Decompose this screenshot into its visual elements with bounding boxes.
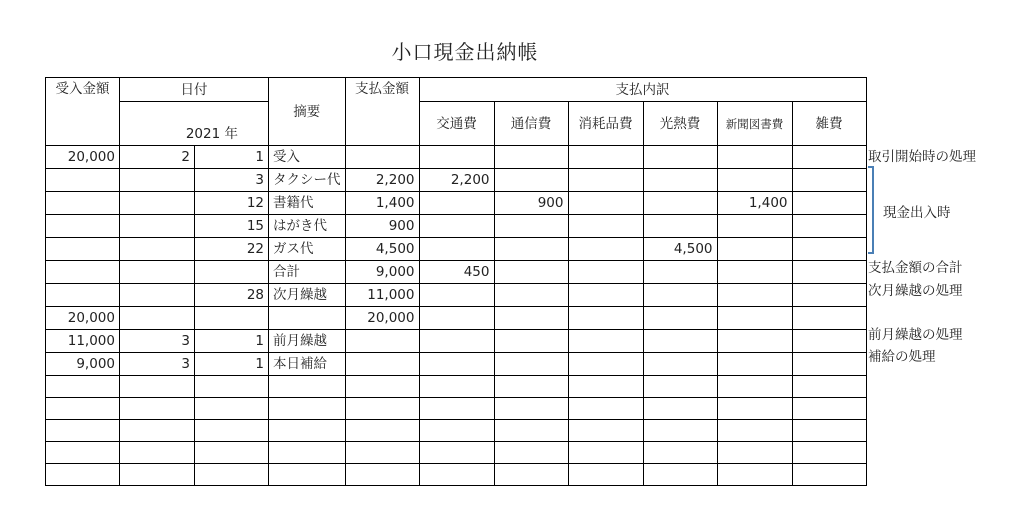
table-row <box>46 146 867 169</box>
payment-cell: 4,500 <box>345 238 419 261</box>
books-cell <box>717 238 792 261</box>
misc-cell <box>792 442 866 464</box>
supplies-cell <box>568 442 643 464</box>
header-category: 交通費 <box>419 102 494 146</box>
payment-cell <box>345 398 419 420</box>
table-row <box>46 215 867 238</box>
payment-cell <box>345 353 419 376</box>
supplies-cell <box>568 284 643 307</box>
summary-cell <box>269 307 346 330</box>
supplies-cell <box>568 330 643 353</box>
summary-cell <box>269 420 346 442</box>
payment-cell <box>345 442 419 464</box>
communication-cell <box>494 442 568 464</box>
month-cell <box>120 307 195 330</box>
day-cell <box>195 398 269 420</box>
communication-cell <box>494 376 568 398</box>
petty-cash-ledger <box>45 77 867 486</box>
communication-cell <box>494 284 568 307</box>
books-cell <box>717 215 792 238</box>
utilities-cell <box>643 420 717 442</box>
transport-cell <box>419 238 494 261</box>
supplies-cell <box>568 464 643 486</box>
note-carry-forward: 次月繰越の処理 <box>868 283 963 299</box>
day-cell <box>195 376 269 398</box>
received-cell: 9,000 <box>46 353 120 376</box>
utilities-cell <box>643 464 717 486</box>
misc-cell <box>792 376 866 398</box>
table-row <box>46 420 867 442</box>
supplies-cell <box>568 192 643 215</box>
transport-cell <box>419 398 494 420</box>
misc-cell <box>792 420 866 442</box>
payment-cell: 11,000 <box>345 284 419 307</box>
summary-cell: タクシー代 <box>269 169 346 192</box>
month-cell <box>120 238 195 261</box>
table-row <box>46 169 867 192</box>
communication-cell <box>494 146 568 169</box>
header-category: 新聞図書費 <box>717 102 792 146</box>
misc-cell <box>792 353 866 376</box>
misc-cell <box>792 464 866 486</box>
books-cell <box>717 307 792 330</box>
transport-cell <box>419 464 494 486</box>
summary-cell: はがき代 <box>269 215 346 238</box>
day-cell: 1 <box>195 353 269 376</box>
supplies-cell <box>568 420 643 442</box>
misc-cell <box>792 169 866 192</box>
books-cell: 1,400 <box>717 192 792 215</box>
payment-cell <box>345 464 419 486</box>
received-cell <box>46 464 120 486</box>
table-row <box>46 238 867 261</box>
table-row <box>46 464 867 486</box>
day-cell: 15 <box>195 215 269 238</box>
table-row <box>46 398 867 420</box>
summary-cell: 書籍代 <box>269 192 346 215</box>
utilities-cell <box>643 442 717 464</box>
cash-inout-bracket <box>868 166 874 254</box>
communication-cell <box>494 464 568 486</box>
summary-cell <box>269 398 346 420</box>
books-cell <box>717 284 792 307</box>
communication-cell <box>494 238 568 261</box>
header-received: 受入金額 <box>46 78 120 146</box>
header-category: 通信費 <box>494 102 568 146</box>
header-year: 2021 年 <box>120 102 269 146</box>
misc-cell <box>792 215 866 238</box>
month-cell: 3 <box>120 330 195 353</box>
misc-cell <box>792 284 866 307</box>
books-cell <box>717 169 792 192</box>
books-cell <box>717 146 792 169</box>
books-cell <box>717 261 792 284</box>
books-cell <box>717 376 792 398</box>
day-cell: 3 <box>195 169 269 192</box>
table-row <box>46 330 867 353</box>
misc-cell <box>792 261 866 284</box>
utilities-cell <box>643 261 717 284</box>
month-cell <box>120 284 195 307</box>
summary-cell <box>269 442 346 464</box>
supplies-cell <box>568 146 643 169</box>
utilities-cell <box>643 376 717 398</box>
supplies-cell <box>568 398 643 420</box>
day-cell: 1 <box>195 330 269 353</box>
day-cell <box>195 307 269 330</box>
supplies-cell <box>568 307 643 330</box>
misc-cell <box>792 238 866 261</box>
transport-cell <box>419 330 494 353</box>
payment-cell: 20,000 <box>345 307 419 330</box>
day-cell: 1 <box>195 146 269 169</box>
received-cell: 20,000 <box>46 307 120 330</box>
utilities-cell <box>643 307 717 330</box>
received-cell <box>46 238 120 261</box>
transport-cell <box>419 420 494 442</box>
summary-cell: ガス代 <box>269 238 346 261</box>
books-cell <box>717 464 792 486</box>
utilities-cell <box>643 215 717 238</box>
header-category: 光熱費 <box>643 102 717 146</box>
header-payment: 支払金額 <box>345 78 419 146</box>
payment-cell <box>345 420 419 442</box>
communication-cell <box>494 353 568 376</box>
summary-cell <box>269 376 346 398</box>
books-cell <box>717 442 792 464</box>
received-cell <box>46 192 120 215</box>
table-row <box>46 307 867 330</box>
transport-cell <box>419 353 494 376</box>
supplies-cell <box>568 238 643 261</box>
month-cell <box>120 398 195 420</box>
communication-cell <box>494 420 568 442</box>
transport-cell <box>419 146 494 169</box>
received-cell <box>46 398 120 420</box>
utilities-cell <box>643 169 717 192</box>
transport-cell <box>419 442 494 464</box>
utilities-cell <box>643 192 717 215</box>
summary-cell <box>269 464 346 486</box>
table-row <box>46 284 867 307</box>
utilities-cell <box>643 398 717 420</box>
supplies-cell <box>568 169 643 192</box>
utilities-cell: 4,500 <box>643 238 717 261</box>
received-cell <box>46 376 120 398</box>
misc-cell <box>792 330 866 353</box>
communication-cell <box>494 215 568 238</box>
payment-cell: 1,400 <box>345 192 419 215</box>
day-cell <box>195 442 269 464</box>
received-cell <box>46 261 120 284</box>
header-breakdown: 支払内訳 <box>419 78 866 102</box>
payment-cell: 900 <box>345 215 419 238</box>
utilities-cell <box>643 146 717 169</box>
communication-cell <box>494 398 568 420</box>
payment-cell: 9,000 <box>345 261 419 284</box>
month-cell <box>120 464 195 486</box>
received-cell <box>46 215 120 238</box>
month-cell <box>120 169 195 192</box>
note-start: 取引開始時の処理 <box>868 149 976 165</box>
ledger-title: 小口現金出納帳 <box>391 40 539 64</box>
books-cell <box>717 420 792 442</box>
summary-cell: 本日補給 <box>269 353 346 376</box>
day-cell <box>195 420 269 442</box>
month-cell <box>120 192 195 215</box>
misc-cell <box>792 146 866 169</box>
transport-cell <box>419 192 494 215</box>
month-cell: 2 <box>120 146 195 169</box>
received-cell: 11,000 <box>46 330 120 353</box>
month-cell <box>120 261 195 284</box>
books-cell <box>717 353 792 376</box>
day-cell <box>195 464 269 486</box>
payment-cell <box>345 330 419 353</box>
utilities-cell <box>643 284 717 307</box>
summary-cell: 合計 <box>269 261 346 284</box>
month-cell <box>120 215 195 238</box>
books-cell <box>717 398 792 420</box>
table-row <box>46 353 867 376</box>
transport-cell: 2,200 <box>419 169 494 192</box>
day-cell: 12 <box>195 192 269 215</box>
month-cell <box>120 442 195 464</box>
summary-cell: 前月繰越 <box>269 330 346 353</box>
table-row <box>46 376 867 398</box>
header-date: 日付 <box>120 78 269 102</box>
supplies-cell <box>568 215 643 238</box>
month-cell <box>120 420 195 442</box>
summary-cell: 次月繰越 <box>269 284 346 307</box>
header-category: 消耗品費 <box>568 102 643 146</box>
supplies-cell <box>568 353 643 376</box>
note-total: 支払金額の合計 <box>868 260 963 276</box>
table-row <box>46 192 867 215</box>
transport-cell <box>419 284 494 307</box>
payment-cell: 2,200 <box>345 169 419 192</box>
transport-cell <box>419 307 494 330</box>
misc-cell <box>792 398 866 420</box>
month-cell <box>120 376 195 398</box>
utilities-cell <box>643 353 717 376</box>
note-replenish: 補給の処理 <box>868 349 936 365</box>
received-cell: 20,000 <box>46 146 120 169</box>
transport-cell <box>419 376 494 398</box>
communication-cell <box>494 261 568 284</box>
transport-cell <box>419 215 494 238</box>
table-row <box>46 261 867 284</box>
day-cell: 22 <box>195 238 269 261</box>
header-category: 雑費 <box>792 102 866 146</box>
communication-cell: 900 <box>494 192 568 215</box>
header-summary: 摘要 <box>269 78 346 146</box>
communication-cell <box>494 307 568 330</box>
misc-cell <box>792 192 866 215</box>
table-row <box>46 442 867 464</box>
misc-cell <box>792 307 866 330</box>
day-cell: 28 <box>195 284 269 307</box>
received-cell <box>46 420 120 442</box>
supplies-cell <box>568 376 643 398</box>
payment-cell <box>345 376 419 398</box>
received-cell <box>46 442 120 464</box>
month-cell: 3 <box>120 353 195 376</box>
books-cell <box>717 330 792 353</box>
day-cell <box>195 261 269 284</box>
note-cash-inout: 現金出入時 <box>883 205 951 221</box>
communication-cell <box>494 330 568 353</box>
received-cell <box>46 284 120 307</box>
transport-cell: 450 <box>419 261 494 284</box>
communication-cell <box>494 169 568 192</box>
utilities-cell <box>643 330 717 353</box>
payment-cell <box>345 146 419 169</box>
received-cell <box>46 169 120 192</box>
summary-cell: 受入 <box>269 146 346 169</box>
supplies-cell <box>568 261 643 284</box>
note-brought-forward: 前月繰越の処理 <box>868 327 963 343</box>
